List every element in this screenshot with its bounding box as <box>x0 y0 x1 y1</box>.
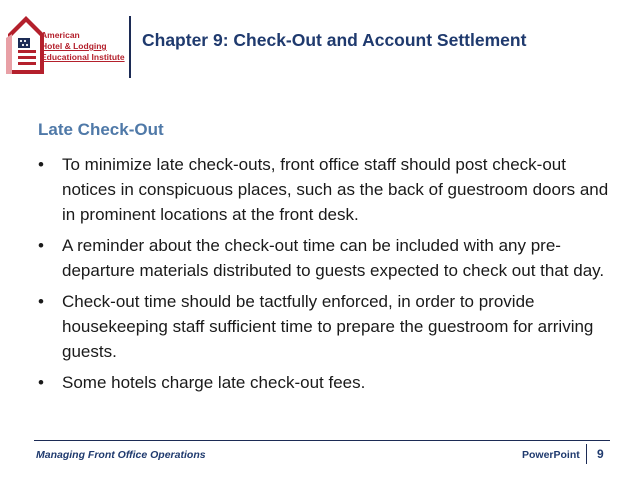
chapter-title: Chapter 9: Check-Out and Account Settlement <box>142 30 527 50</box>
bullet-icon: • <box>38 373 44 392</box>
logo-line-1: American <box>41 30 80 40</box>
footer-divider-line <box>34 440 610 441</box>
header-divider <box>129 16 131 78</box>
bullet-text: A reminder about the check-out time can be included with any pre-departure materials distributed to guests expected to check out that day. <box>62 236 605 280</box>
list-item <box>38 233 618 283</box>
list-item <box>38 370 618 395</box>
bullet-text: To minimize late check-outs, front office staff should post check-out notices in conspicuous places, such as the back of guestroom doors and in prominent locations at the front desk. <box>62 155 609 224</box>
bullet-list <box>38 152 618 401</box>
page-number: 9 <box>597 447 604 461</box>
house-logo-icon <box>6 10 46 76</box>
list-item <box>38 289 618 364</box>
logo-line-3: Educational Institute <box>41 52 125 62</box>
logo-wordmark <box>41 30 125 63</box>
course-title: Managing Front Office Operations <box>36 449 206 461</box>
section-title: Late Check-Out <box>38 120 164 139</box>
list-item <box>38 152 618 227</box>
bullet-icon: • <box>38 292 44 311</box>
bullet-text: Check-out time should be tactfully enforced, in order to provide housekeeping staff sufficient time to prepare the guestroom for arriving guests. <box>62 292 594 361</box>
footer-vertical-divider <box>586 444 587 464</box>
bullet-text: Some hotels charge late check-out fees. <box>62 373 366 392</box>
bullet-icon: • <box>38 236 44 255</box>
ahlei-logo <box>6 10 124 76</box>
logo-line-2: Hotel & Lodging <box>41 41 107 51</box>
powerpoint-label: PowerPoint <box>522 449 580 461</box>
bullet-icon: • <box>38 155 44 174</box>
